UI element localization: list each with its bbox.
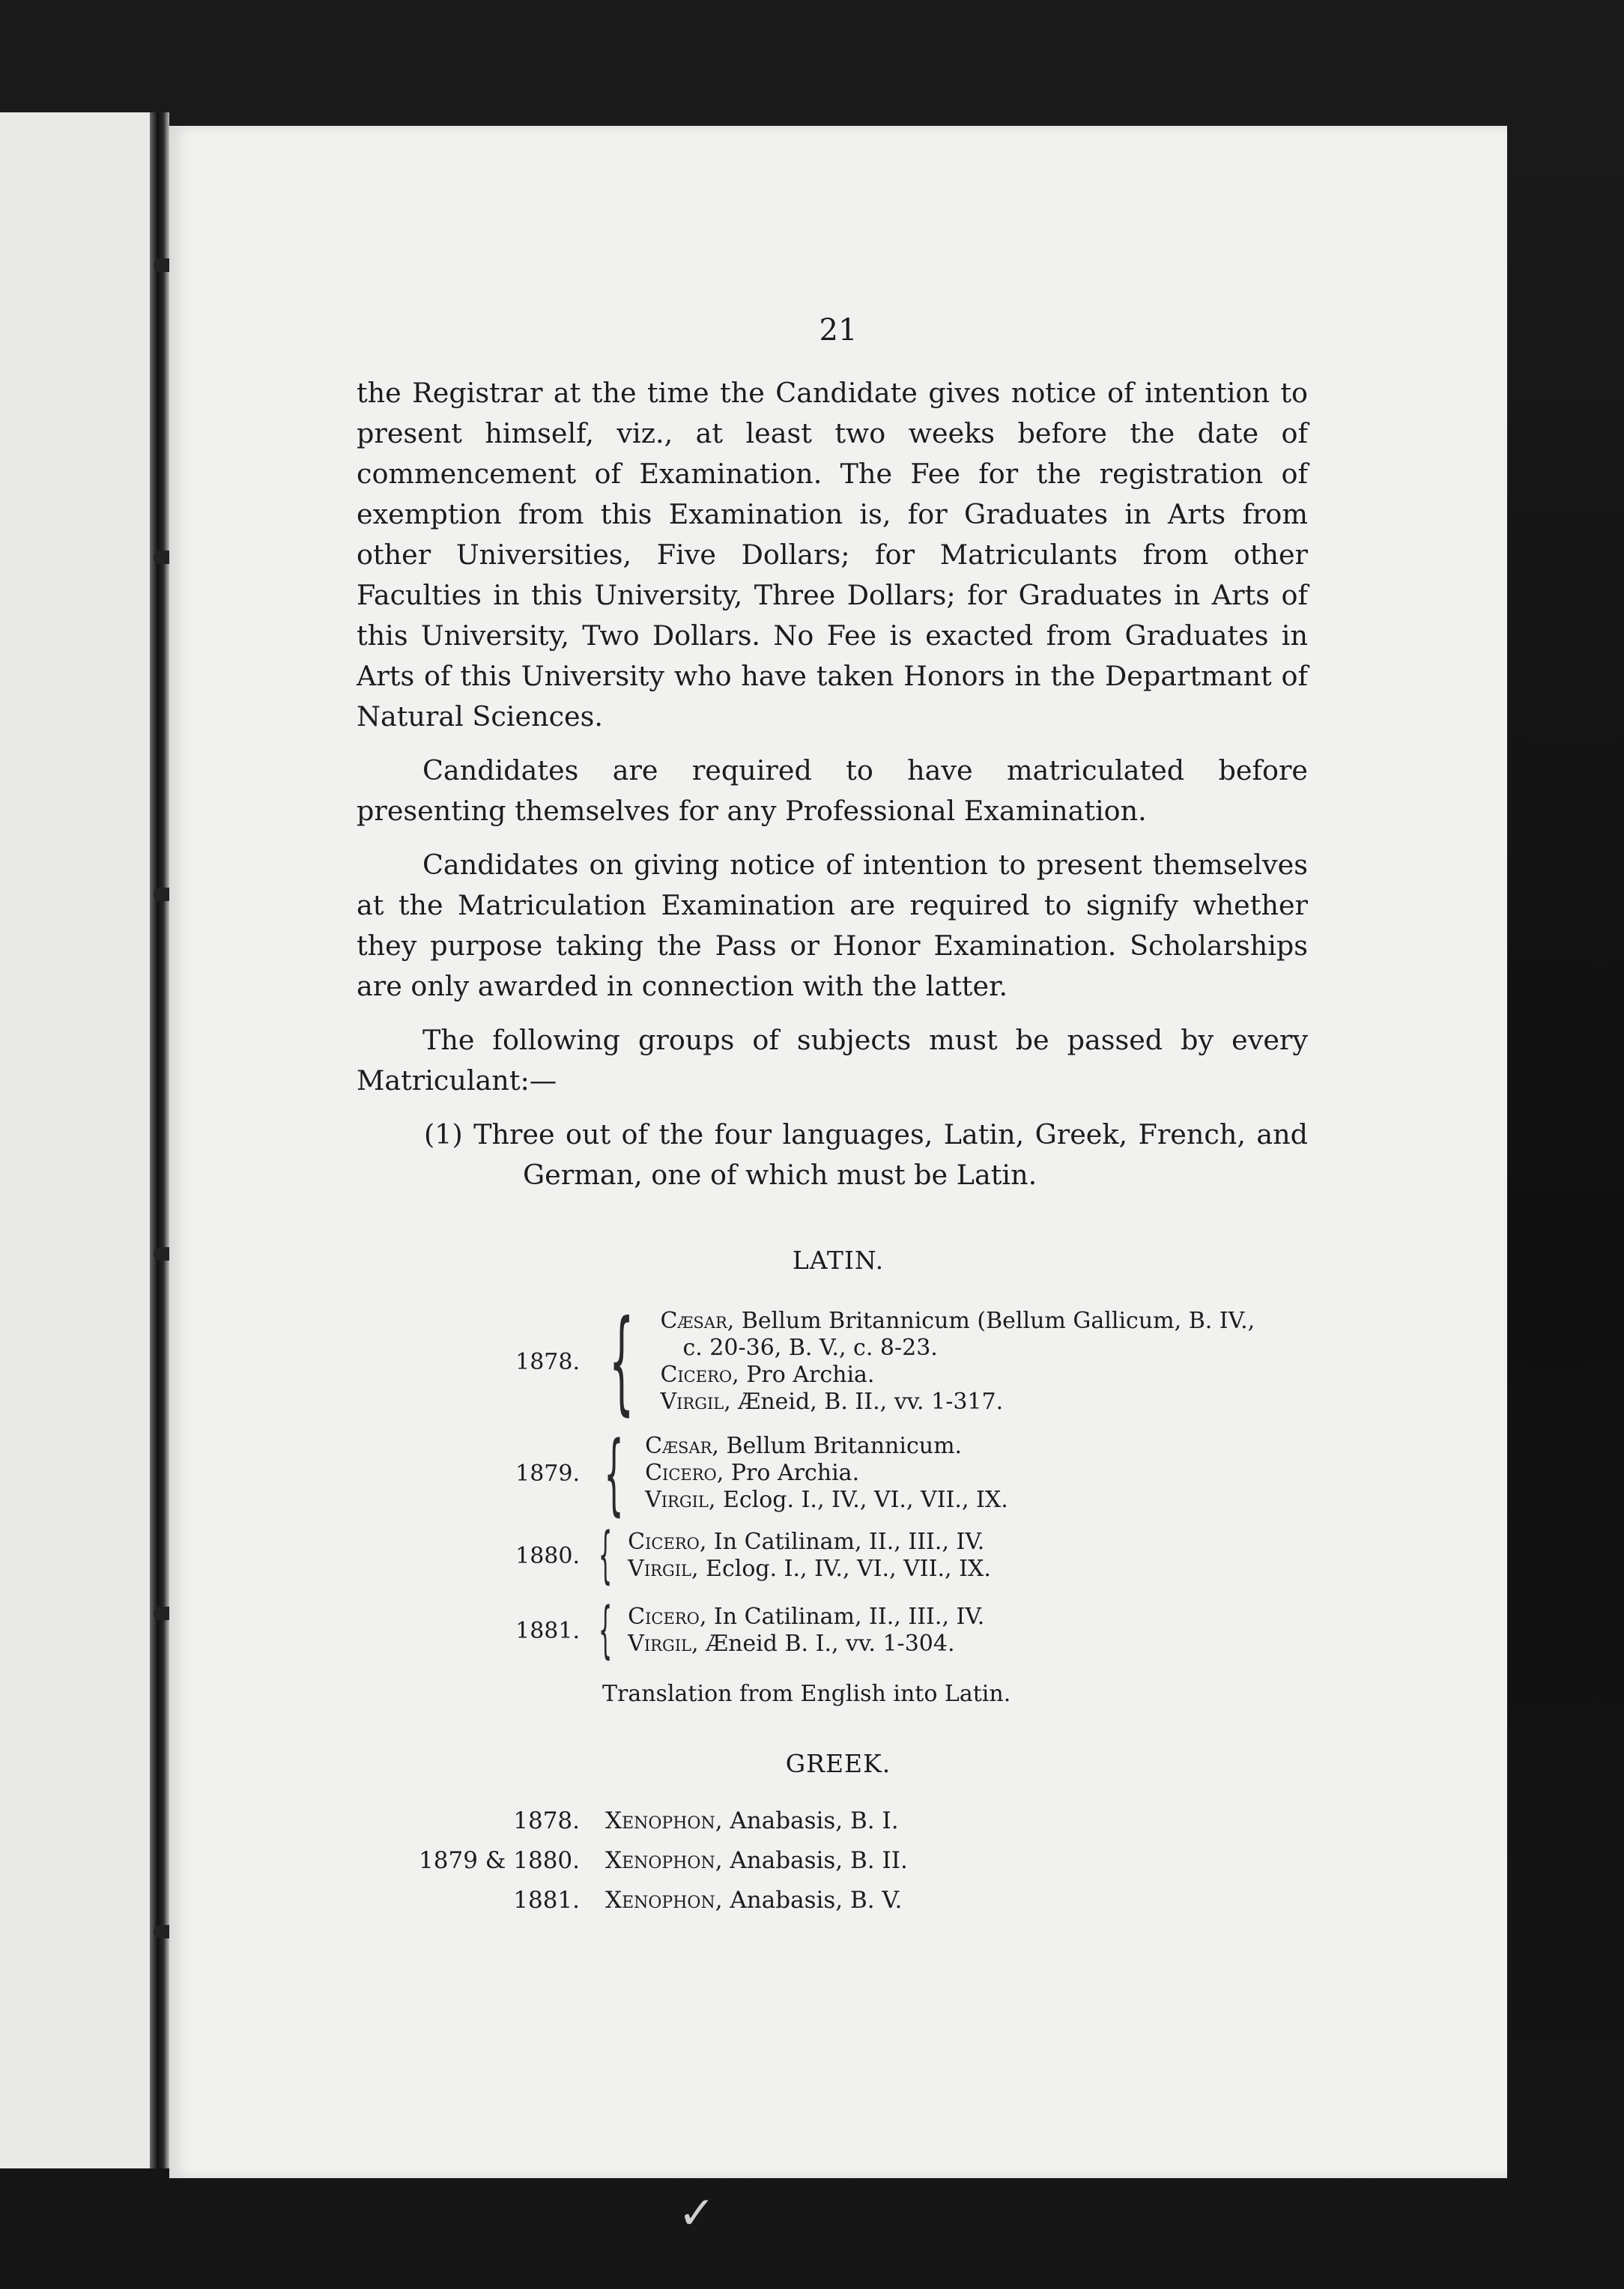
reading-list bbox=[660, 1308, 1255, 1416]
reading-entry: Cæsar, Bellum Britannicum (Bellum Gallicum, B. IV., bbox=[660, 1308, 1255, 1334]
greek-reading-row bbox=[394, 1807, 899, 1834]
reading-entry: Cicero, Pro Archia. bbox=[660, 1362, 875, 1388]
body-text bbox=[357, 373, 1308, 1209]
year-label: 1878. bbox=[513, 1807, 580, 1834]
year-label: 1879 & 1880. bbox=[419, 1847, 580, 1874]
latin-year-group bbox=[484, 1422, 1008, 1525]
facing-page-edge bbox=[0, 112, 154, 2168]
greek-reading-row bbox=[394, 1847, 908, 1874]
latin-year-group bbox=[484, 1520, 991, 1591]
year-label: 1880. bbox=[515, 1542, 580, 1569]
year-label: 1881. bbox=[513, 1887, 580, 1914]
reading-entry: Xenophon, Anabasis, B. I. bbox=[605, 1807, 899, 1834]
latin-year-group bbox=[484, 1595, 985, 1666]
reading-entry: Virgil, Eclog. I., IV., VI., VII., IX. bbox=[628, 1556, 991, 1582]
translation-note: Translation from English into Latin. bbox=[602, 1681, 1011, 1707]
reading-entry: Xenophon, Anabasis, B. II. bbox=[605, 1847, 908, 1874]
brace-icon: { bbox=[598, 1520, 613, 1591]
brace-icon: { bbox=[604, 1422, 624, 1525]
paragraph: The following groups of subjects must be passed by every Matriculant:— bbox=[357, 1024, 1308, 1097]
paragraph: the Registrar at the time the Candidate gives notice of intention to present himself, viz., at least two weeks before the date of commencement of Examination. The Fee for the registration of exemption from this Examination is, for Graduates in Arts from other Universities, Five Dollars; for Matriculants from other Faculties in this University, Three Dollars; for Graduates in Arts of this University, Two Dollars. No Fee is exacted from Graduates in Arts of this University who have taken Honors in the Departmant of Natural Sciences. bbox=[357, 377, 1308, 733]
reading-entry: Cicero, In Catilinam, II., III., IV. bbox=[628, 1529, 985, 1555]
paragraph: Candidates on giving notice of intention to present themselves at the Matriculation Examination are required to signify whether they purpose taking the Pass or Honor Examination. Scholarships are only awarded in connection with the latter. bbox=[357, 849, 1308, 1002]
year-label: 1879. bbox=[515, 1460, 580, 1487]
reading-entry: Cæsar, Bellum Britannicum. bbox=[645, 1433, 963, 1459]
reading-list bbox=[628, 1529, 991, 1583]
reading-list bbox=[645, 1433, 1008, 1514]
brace-icon: { bbox=[609, 1297, 634, 1427]
greek-heading: GREEK. bbox=[785, 1749, 891, 1778]
reading-entry: Virgil, Æneid, B. II., vv. 1-317. bbox=[660, 1389, 1004, 1415]
reading-list bbox=[628, 1604, 984, 1658]
greek-reading-row bbox=[394, 1887, 902, 1914]
reading-entry: Cicero, In Catilinam, II., III., IV. bbox=[628, 1604, 985, 1630]
year-label: 1878. bbox=[515, 1348, 580, 1375]
latin-year-group bbox=[484, 1297, 1255, 1427]
reading-entry: Xenophon, Anabasis, B. V. bbox=[605, 1887, 903, 1914]
page-number: 21 bbox=[819, 313, 858, 348]
pencil-checkmark-icon: ✓ bbox=[678, 2187, 716, 2240]
list-item: (1) Three out of the four languages, Latin, Greek, French, and German, one of which must be Latin. bbox=[424, 1118, 1308, 1191]
reading-entry: Virgil, Æneid B. I., vv. 1-304. bbox=[628, 1631, 955, 1657]
brace-icon: { bbox=[598, 1595, 613, 1666]
reading-entry: Virgil, Eclog. I., IV., VI., VII., IX. bbox=[645, 1487, 1008, 1513]
reading-entry: c. 20-36, B. V., c. 8-23. bbox=[682, 1335, 938, 1361]
paragraph: Candidates are required to have matriculated before presenting themselves for any Professional Examination. bbox=[357, 754, 1308, 827]
document-page bbox=[169, 126, 1507, 2178]
latin-heading: LATIN. bbox=[792, 1246, 885, 1275]
book-spine bbox=[150, 112, 169, 2168]
year-label: 1881. bbox=[515, 1617, 580, 1644]
reading-entry: Cicero, Pro Archia. bbox=[645, 1460, 860, 1486]
